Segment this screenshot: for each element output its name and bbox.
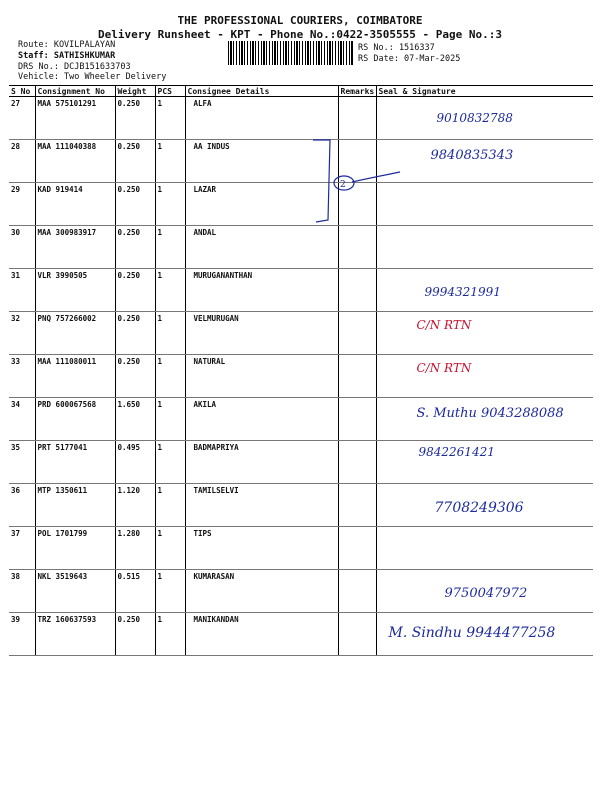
weight-cell: 1.650 <box>115 398 155 441</box>
pcs-cell: 1 <box>155 398 185 441</box>
sno-cell: 36 <box>9 484 35 527</box>
consignee-cell: TAMILSELVI <box>185 484 338 527</box>
consignee-cell: ALFA <box>185 97 338 140</box>
sno-cell: 37 <box>9 527 35 570</box>
consignment-cell: TRZ 160637593 <box>35 613 115 656</box>
remarks-mark: 2 <box>340 180 346 190</box>
drs-number: DRS No.: DCJB151633703 <box>18 62 131 72</box>
weight-cell: 0.250 <box>115 269 155 312</box>
sno-cell: 31 <box>9 269 35 312</box>
pcs-cell: 1 <box>155 183 185 226</box>
consignment-cell: MAA 111040388 <box>35 140 115 183</box>
consignment-cell: MAA 300983917 <box>35 226 115 269</box>
consignment-cell: PNQ 757266002 <box>35 312 115 355</box>
consignment-cell: KAD 919414 <box>35 183 115 226</box>
handwritten-signature: 9840835343 <box>430 148 514 163</box>
pcs-cell: 1 <box>155 484 185 527</box>
consignee-cell: BADMAPRIYA <box>185 441 338 484</box>
rs-date: RS Date: 07-Mar-2025 <box>358 54 461 64</box>
weight-cell: 0.495 <box>115 441 155 484</box>
consignment-cell: PRT 5177041 <box>35 441 115 484</box>
sno-cell: 39 <box>9 613 35 656</box>
sno-cell: 35 <box>9 441 35 484</box>
sno-cell: 33 <box>9 355 35 398</box>
handwritten-signature: C/N RTN <box>416 318 472 332</box>
sno-cell: 29 <box>9 183 35 226</box>
consignment-cell: NKL 3519643 <box>35 570 115 613</box>
vehicle-label: Vehicle: Two Wheeler Delivery <box>18 72 167 82</box>
rs-number: RS No.: 1516337 <box>358 43 435 53</box>
consignee-cell: NATURAL <box>185 355 338 398</box>
weight-cell: 0.250 <box>115 183 155 226</box>
sno-cell: 30 <box>9 226 35 269</box>
runsheet-subtitle: Delivery Runsheet - KPT - Phone No.:0422-3505555 - Page No.:3 <box>98 28 502 41</box>
weight-cell: 0.515 <box>115 570 155 613</box>
consignee-cell: TIPS <box>185 527 338 570</box>
col-header: Consignee Details <box>185 86 338 97</box>
pcs-cell: 1 <box>155 441 185 484</box>
col-header: S No <box>9 86 35 97</box>
route-label: Route: KOVILPALAYAN <box>18 40 116 50</box>
pcs-cell: 1 <box>155 97 185 140</box>
col-header: Remarks <box>338 86 376 97</box>
consignment-cell: MAA 111080011 <box>35 355 115 398</box>
consignment-cell: PRD 600067568 <box>35 398 115 441</box>
staff-label: Staff: SATHISHKUMAR <box>18 51 116 61</box>
consignment-cell: MTP 1350611 <box>35 484 115 527</box>
consignment-cell: MAA 575101291 <box>35 97 115 140</box>
handwritten-signature: M. Sindhu 9944477258 <box>388 625 556 641</box>
handwritten-signature: 7708249306 <box>434 500 524 516</box>
handwritten-signature: 9994321991 <box>424 285 501 299</box>
pcs-cell: 1 <box>155 140 185 183</box>
weight-cell: 1.280 <box>115 527 155 570</box>
consignee-cell: KUMARASAN <box>185 570 338 613</box>
pcs-cell: 1 <box>155 355 185 398</box>
consignee-cell: AA INDUS <box>185 140 338 183</box>
sno-cell: 28 <box>9 140 35 183</box>
weight-cell: 0.250 <box>115 140 155 183</box>
handwritten-signature: C/N RTN <box>416 361 472 375</box>
consignee-cell: ANDAL <box>185 226 338 269</box>
weight-cell: 0.250 <box>115 226 155 269</box>
weight-cell: 0.250 <box>115 613 155 656</box>
consignee-cell: MANIKANDAN <box>185 613 338 656</box>
page-title: THE PROFESSIONAL COURIERS, COIMBATORE <box>177 14 423 27</box>
col-header: Consignment No <box>35 86 115 97</box>
col-header: Weight <box>115 86 155 97</box>
weight-cell: 0.250 <box>115 97 155 140</box>
pcs-cell: 1 <box>155 527 185 570</box>
weight-cell: 0.250 <box>115 312 155 355</box>
consignment-cell: VLR 3990505 <box>35 269 115 312</box>
consignee-cell: VELMURUGAN <box>185 312 338 355</box>
sno-cell: 38 <box>9 570 35 613</box>
sno-cell: 27 <box>9 97 35 140</box>
consignee-cell: MURUGANANTHAN <box>185 269 338 312</box>
weight-cell: 0.250 <box>115 355 155 398</box>
sno-cell: 34 <box>9 398 35 441</box>
consignee-cell: LAZAR <box>185 183 338 226</box>
col-header: Seal & Signature <box>376 86 593 97</box>
col-header: PCS <box>155 86 185 97</box>
handwritten-signature: 9750047972 <box>444 586 528 601</box>
handwritten-signature: 9010832788 <box>436 111 513 125</box>
consignment-cell: POL 1701799 <box>35 527 115 570</box>
weight-cell: 1.120 <box>115 484 155 527</box>
pcs-cell: 1 <box>155 269 185 312</box>
handwritten-signature: 9842261421 <box>418 445 495 459</box>
pcs-cell: 1 <box>155 226 185 269</box>
handwritten-signature: S. Muthu 9043288088 <box>416 406 564 421</box>
consignee-cell: AKILA <box>185 398 338 441</box>
pcs-cell: 1 <box>155 312 185 355</box>
pcs-cell: 1 <box>155 613 185 656</box>
pcs-cell: 1 <box>155 570 185 613</box>
sno-cell: 32 <box>9 312 35 355</box>
